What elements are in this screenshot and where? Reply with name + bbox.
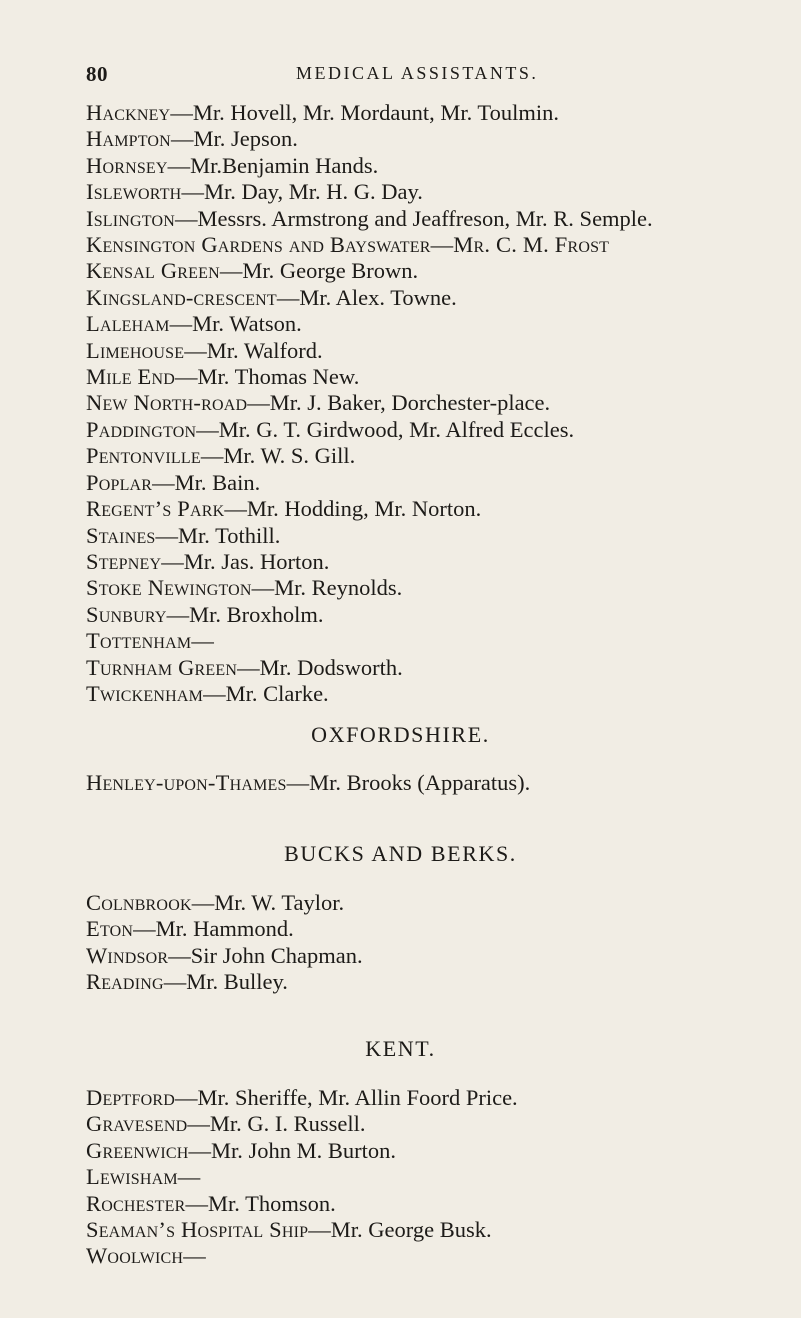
- bucks-berks-list: [86, 890, 798, 996]
- place-name: Seaman’s Hospital Ship: [86, 1217, 309, 1243]
- place-name: Stepney: [86, 548, 162, 574]
- oxfordshire-list: [86, 770, 798, 796]
- place-name: Twickenham: [86, 680, 204, 706]
- place-name: Tottenham: [86, 628, 192, 654]
- place-name: Rochester: [86, 1190, 186, 1216]
- list-item: [86, 232, 798, 258]
- assistant-names: —Mr. Thomas New.: [174, 364, 360, 390]
- list-item: [86, 338, 798, 364]
- list-item: [86, 285, 798, 311]
- assistant-names: —Mr. Thomson.: [185, 1190, 336, 1216]
- assistant-names: —Mr. Jepson.: [170, 126, 298, 152]
- list-item: [86, 311, 798, 337]
- running-title: MEDICAL ASSISTANTS.: [296, 63, 539, 83]
- place-name: Kensington Gardens: [86, 232, 283, 258]
- assistant-names: —Mr. Bain.: [152, 469, 261, 495]
- list-item: [86, 628, 798, 654]
- place-name: Reading: [86, 969, 164, 995]
- place-name: Woolwich: [86, 1243, 184, 1269]
- list-item: [86, 770, 798, 796]
- section-heading-oxfordshire: OXFORDSHIRE.: [311, 722, 490, 747]
- place-name: Islington: [86, 205, 175, 231]
- list-item: [86, 496, 798, 522]
- assistant-names: —Mr. Alex. Towne.: [276, 284, 457, 310]
- place-name: Limehouse: [86, 337, 185, 363]
- list-item: [86, 364, 798, 390]
- list-item: [86, 655, 798, 681]
- place-name: Laleham: [86, 311, 170, 337]
- list-item: [86, 890, 798, 916]
- place-name: Colnbrook: [86, 890, 192, 915]
- assistant-names: —Mr. Brooks (Apparatus).: [286, 770, 531, 795]
- assistant-names: —Mr. Clarke.: [203, 680, 329, 706]
- list-item: [86, 1217, 798, 1243]
- list-item: [86, 523, 798, 549]
- place-name: Lewisham: [86, 1164, 178, 1190]
- list-item: [86, 417, 798, 443]
- place-name: Windsor: [86, 942, 169, 968]
- place-name: Hampton: [86, 126, 171, 152]
- list-item: [86, 549, 798, 575]
- list-item: [86, 1164, 798, 1190]
- assistant-names: —Mr. Dodsworth.: [237, 654, 403, 680]
- kent-list: [86, 1085, 798, 1270]
- list-item: [86, 443, 798, 469]
- assistant-names: —Mr. W. S. Gill.: [200, 443, 356, 469]
- place-name: Henley-upon-Thames: [86, 770, 287, 795]
- list-item: [86, 390, 798, 416]
- place-name: New North-road: [86, 390, 248, 416]
- place-name: Isleworth: [86, 179, 182, 205]
- list-item: [86, 575, 798, 601]
- assistant-names: —Mr. John M. Burton.: [188, 1137, 397, 1163]
- assistant-names: —Mr. Day, Mr. H. G. Day.: [181, 179, 423, 205]
- assistant-names: —Mr. Watson.: [169, 311, 302, 337]
- place-name: Poplar: [86, 469, 153, 495]
- page-number: 80: [86, 62, 108, 86]
- place-name: Turnham Green: [86, 654, 238, 680]
- section-heading-bucks-berks: BUCKS AND BERKS.: [284, 841, 517, 866]
- list-item: [86, 1191, 798, 1217]
- place-name: Paddington: [86, 416, 197, 442]
- place-name: Stoke Newington: [86, 575, 252, 601]
- section-heading-kent: KENT.: [365, 1036, 436, 1061]
- place-name: Greenwich: [86, 1137, 189, 1163]
- list-item: [86, 153, 798, 179]
- list-item: [86, 681, 798, 707]
- list-item: [86, 943, 798, 969]
- assistant-names: —: [183, 1243, 206, 1269]
- assistant-names: —Mr. Hammond.: [133, 916, 294, 942]
- assistant-names: —Mr. Jas. Horton.: [161, 548, 330, 574]
- place-name: Regent’s Park: [86, 496, 225, 522]
- list-item: [86, 1085, 798, 1111]
- place-name: Mile End: [86, 364, 175, 390]
- list-item: [86, 258, 798, 284]
- place-name: Sunbury: [86, 601, 167, 627]
- place-name: Hornsey: [86, 152, 168, 178]
- list-item: [86, 602, 798, 628]
- list-item: [86, 206, 798, 232]
- list-item: [86, 179, 798, 205]
- assistant-names: —Mr. Reynolds.: [251, 575, 403, 601]
- place-name: Eton: [86, 916, 134, 942]
- assistant-names: —Sir John Chapman.: [168, 942, 363, 968]
- assistant-names: —Mr. Bulley.: [163, 969, 288, 995]
- assistant-names: —Mr. Hovell, Mr. Mordaunt, Mr. Toulmin.: [170, 100, 559, 125]
- place-name: Deptford: [86, 1085, 175, 1110]
- assistant-names: —Mr. Walford.: [184, 337, 323, 363]
- place-name: Kensal Green: [86, 258, 220, 284]
- assistant-names: —Mr. Hodding, Mr. Norton.: [224, 496, 482, 522]
- place-name: Staines: [86, 522, 156, 548]
- assistant-names: —Mr. Tothill.: [155, 522, 281, 548]
- middlesex-list: [86, 100, 798, 707]
- list-item: [86, 126, 798, 152]
- list-item: [86, 1138, 798, 1164]
- list-item: [86, 100, 798, 126]
- assistant-names: —Mr. George Brown.: [219, 258, 419, 284]
- assistant-names: —Mr. W. Taylor.: [191, 890, 345, 915]
- place-name: Kingsland-crescent: [86, 284, 277, 310]
- place-name: Gravesend: [86, 1111, 188, 1137]
- assistant-names: —Messrs. Armstrong and Jeaffreson, Mr. R. Semple.: [175, 205, 653, 231]
- assistant-names: —Mr. J. Baker, Dorchester-place.: [247, 390, 551, 416]
- assistant-names: —Mr. G. I. Russell.: [187, 1111, 366, 1137]
- assistant-names: —: [191, 628, 214, 654]
- list-item: [86, 916, 798, 942]
- assistant-names: and Bayswater—Mr. C. M. Frost: [283, 232, 610, 258]
- place-name: Pentonville: [86, 443, 201, 469]
- assistant-names: —: [177, 1164, 201, 1190]
- list-item: [86, 470, 798, 496]
- assistant-names: —Mr. George Busk.: [308, 1217, 492, 1243]
- place-name: Hackney: [86, 100, 171, 125]
- assistant-names: —Mr. G. T. Girdwood, Mr. Alfred Eccles.: [196, 416, 575, 442]
- list-item: [86, 1243, 798, 1269]
- assistant-names: —Mr.Benjamin Hands.: [167, 152, 379, 178]
- list-item: [86, 1111, 798, 1137]
- assistant-names: —Mr. Broxholm.: [166, 601, 324, 627]
- assistant-names: —Mr. Sheriffe, Mr. Allin Foord Price.: [174, 1085, 518, 1110]
- list-item: [86, 969, 798, 995]
